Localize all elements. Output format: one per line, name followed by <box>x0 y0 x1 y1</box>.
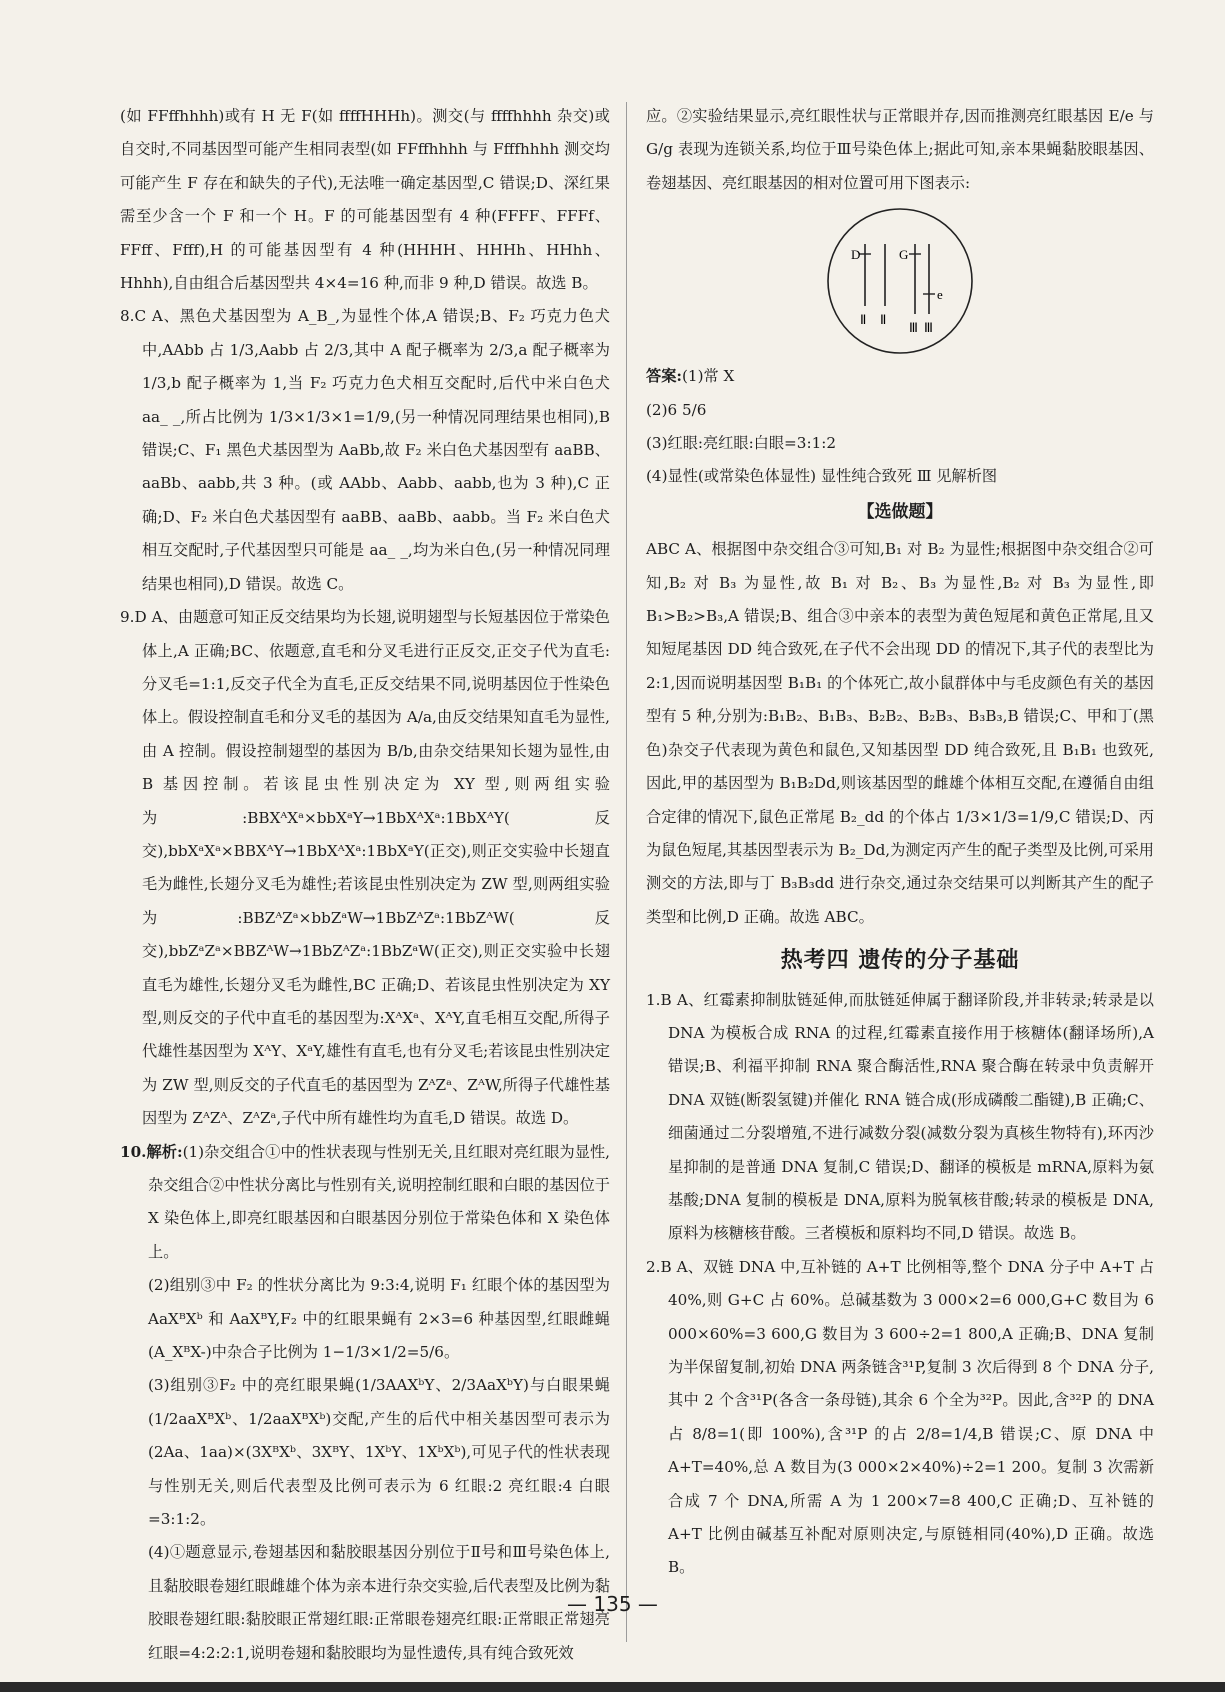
chromosome-label-II-b: Ⅱ <box>880 312 887 328</box>
question-10-part-1: (1)杂交组合①中的性状表现与性别无关,且红眼对亮红眼为显性,杂交组合②中性状分离比与性别有关,说明控制红眼和白眼的基因位于 X 染色体上,即亮红眼基因和白眼基因分别位于常染色体和 X 染色体上。 <box>148 1142 611 1261</box>
scan-edge <box>0 1682 1225 1692</box>
answer-2: (2)6 5/6 <box>646 400 707 419</box>
question-10-part-3: (3)组别③F₂ 中的亮红眼果蝇(1/3AAXᵇY、2/3AaXᵇY)与白眼果蝇(1/2aaXᴮXᵇ、1/2aaXᴮXᵇ)交配,产生的后代中相关基因型可表示为(2Aa、1aa)×(3XᴮXᵇ、3XᴮY、1XᵇY、1XᵇXᵇ),可见子代的性状表现与性别无关,则后代表型及比例可表示为 6 红眼:2 亮红眼:4 白眼=3:1:2。 <box>148 1376 610 1529</box>
column-divider <box>626 102 627 1642</box>
gene-label-G: G <box>899 247 909 263</box>
section-4-heading: 热考四 遗传的分子基础 <box>780 948 1020 974</box>
answer-4: (4)显性(或常染色体显性) 显性纯合致死 Ⅲ 见解析图 <box>646 467 998 486</box>
question-9-answer: 9.D A、由题意可知正反交结果均为长翅,说明翅型与长短基因位于常染色体上,A 正确;BC、依题意,直毛和分叉毛进行正反交,正交子代为直毛:分叉毛=1:1,反交子代全为直毛,正反交结果不同,说明基因位于性染色体上。假设控制直毛和分叉毛的基因为 A/a,由反交结果知直毛为显性,由 A 控制。假设控制翅型的基因为 B/b,由杂交结果知长翅为显性,由 B 基因控制。若该昆虫性别决定为 XY 型,则两组实验为:BBXᴬXᵃ×bbXᵃY→1BbXᴬXᵃ:1BbXᴬY(反交),bbXᵃXᵃ×BBXᴬY→1BbXᴬXᵃ:1BbXᵃY(正交),则正交实验中长翅直毛为雌性,长翅分叉毛为雄性;若该昆虫性别决定为 ZW 型,则两组实验为:BBZᴬZᵃ×bbZᵃW→1BbZᴬZᵃ:1BbZᴬW(反交),bbZᵃZᵃ×BBZᴬW→1BbZᴬZᵃ:1BbZᵃW(正交),则正交实验中长翅直毛为雄性,长翅分叉毛为雌性,BC 正确;D、若该昆虫性别决定为 XY 型,则反交的子代中直毛的基因型为:XᴬXᵃ、XᴬY,直毛相互交配,所得子代雄性基因型为 XᴬY、XᵃY,雄性有直毛,也有分叉毛;若该昆虫性别决定为 ZW 型,则反交的子代直毛的基因型为 ZᴬZᵃ、ZᴬW,所得子代雄性基因型为 ZᴬZᴬ、ZᴬZᵃ,子代中所有雄性均为直毛,D 错误。故选 D。 <box>120 608 610 1128</box>
chromosome-diagram <box>815 206 985 356</box>
answer-1: (1)常 X <box>681 367 735 386</box>
optional-answer: ABC A、根据图中杂交组合③可知,B₁ 对 B₂ 为显性;根据图中杂交组合②可知,B₂ 对 B₃ 为显性,故 B₁ 对 B₂、B₃ 为显性,B₂ 对 B₃ 为显性,即 B₁>B₂>B₃,A 错误;B、组合③中亲本的表型为黄色短尾和黄色正常尾,且又知短尾基因 DD 纯合致死,在子代不会出现 DD 的情况下,其子代的表型比为 2:1,因而说明基因型 B₁B₁ 的个体死亡,故小鼠群体中与毛皮颜色有关的基因型有 5 种,分别为:B₁B₂、B₁B₃、B₂B₂、B₂B₃、B₃B₃,B 错误;C、甲和丁(黑色)杂交子代表现为黄色和鼠色,又知基因型 DD 纯合致死,且 B₁B₁ 也致死,因此,甲的基因型为 B₁B₂Dd,则该基因型的雌雄个体相互交配,在遵循自由组合定律的情况下,鼠色正常尾 B₂_dd 的个体占 1/3×1/3=1/9,C 错误;D、丙为鼠色短尾,其基因型表示为 B₂_Dd,为测定丙产生的配子类型及比例,可采用测交的方法,即与丁 B₃B₃dd 进行杂交,通过杂交结果可以判断其产生的配子类型和比例,D 正确。故选 ABC。 <box>646 540 1154 926</box>
optional-section-title: 【选做题】 <box>857 501 943 522</box>
right-paragraph-continued: 应。②实验结果显示,亮红眼性状与正常眼并存,因而推测亮红眼基因 E/e 与 G/g 表现为连锁关系,均位于Ⅲ号染色体上;据此可知,亲本果蝇黏胶眼基因、卷翅基因、亮红眼基因的相对位置可用下图表示: <box>646 107 1154 192</box>
chromosome-label-II-a: Ⅱ <box>860 312 867 328</box>
gene-label-e: e <box>937 287 943 303</box>
question-10-part-2: (2)组别③中 F₂ 的性状分离比为 9:3:4,说明 F₁ 红眼个体的基因型为 AaXᴮXᵇ 和 AaXᴮY,F₂ 中的红眼果蝇有 2×3=6 种基因型,红眼雌蝇(A_XᴮX-)中杂合子比例为 1−1/3×1/2=5/6。 <box>148 1276 610 1362</box>
question-10-analysis <box>120 1136 610 1270</box>
left-paragraph-continued: (如 FFffhhhh)或有 H 无 F(如 ffffHHHh)。测交(与 ffffhhhh 杂交)或自交时,不同基因型可能产生相同表型(如 FFffhhhh 与 Ffffhhhh 测交均可能产生 F 存在和缺失的子代),无法唯一确定基因型,C 错误;D、深红果需至少含一个 F 和一个 H。F 的可能基因型有 4 种(FFFF、FFFf、FFff、Ffff),H 的可能基因型有 4 种(HHHH、HHHh、HHhh、Hhhh),自由组合后基因型共 4×4=16 种,而非 9 种,D 错误。故选 B。 <box>120 107 610 293</box>
gene-label-D: D <box>851 247 861 263</box>
chromosome-label-III-b: Ⅲ <box>924 320 933 336</box>
answer-label: 答案: <box>646 367 682 386</box>
question-8-answer: 8.C A、黑色犬基因型为 A_B_,为显性个体,A 错误;B、F₂ 巧克力色犬中,AAbb 占 1/3,Aabb 占 2/3,其中 A 配子概率为 2/3,a 配子概率为 1/3,b 配子概率为 1,当 F₂ 巧克力色犬相互交配时,后代中米白色犬 aa_ _,所占比例为 1/3×1/3×1=1/9,(另一种情况同理结果也相同),B 错误;C、F₁ 黑色犬基因型为 AaBb,故 F₂ 米白色犬基因型有 aaBB、aaBb、aabb,共 3 种。(或 AAbb、Aabb、aabb,也为 3 种),C 正确;D、F₂ 米白色犬基因型有 aaBB、aaBb、aabb。当 F₂ 米白色犬相互交配时,子代基因型只可能是 aa_ _,均为米白色,(另一种情况同理结果也相同),D 错误。故选 C。 <box>120 307 610 593</box>
answer-3: (3)红眼:亮红眼:白眼=3:1:2 <box>646 434 837 453</box>
page-number: — 135 — <box>567 1592 658 1616</box>
section-4-question-2: 2.B A、双链 DNA 中,互补链的 A+T 比例相等,整个 DNA 分子中 A+T 占 40%,则 G+C 占 60%。总碱基数为 3 000×2=6 000,G+C 数目为 6 000×60%=3 600,G 数目为 3 600÷2=1 800,A 正确;B、DNA 复制为半保留复制,初始 DNA 两条链含³¹P,复制 3 次后得到 8 个 DNA 分子,其中 2 个含³¹P(各含一条母链),其余 6 个全为³²P。因此,含³²P 的 DNA 占 8/8=1(即 100%),含³¹P 的占 2/8=1/4,B 错误;C、原 DNA 中 A+T=40%,总 A 数目为(3 000×2×40%)÷2=1 200。复制 3 次需新合成 7 个 DNA,所需 A 为 1 200×7=8 400,C 正确;D、互补链的 A+T 比例由碱基互补配对原则决定,与原链相同(40%),D 正确。故选 B。 <box>646 1257 1154 1577</box>
question-10-part-4: (4)①题意显示,卷翅基因和黏胶眼基因分别位于Ⅱ号和Ⅲ号染色体上,且黏胶眼卷翅红眼雌雄个体为亲本进行杂交实验,后代表型及比例为黏胶眼卷翅红眼:黏胶眼正常翅红眼:正常眼卷翅亮红眼:正常眼正常翅亮红眼=4:2:2:1,说明卷翅和黏胶眼均为显性遗传,具有纯合致死效 <box>148 1543 610 1662</box>
left-column <box>120 100 610 1670</box>
right-column <box>646 100 1154 1585</box>
cell-circle <box>828 209 972 353</box>
section-4-question-1: 1.B A、红霉素抑制肽链延伸,而肽链延伸属于翻译阶段,并非转录;转录是以 DNA 为模板合成 RNA 的过程,红霉素直接作用于核糖体(翻译场所),A 错误;B、利福平抑制 RNA 聚合酶活性,RNA 聚合酶在转录中负责解开 DNA 双链(断裂氢键)并催化 RNA 链合成(形成磷酸二酯键),B 正确;C、细菌通过二分裂增殖,不进行减数分裂(减数分裂为真核生物特有),环丙沙星抑制的是普通 DNA 复制,C 错误;D、翻译的模板是 mRNA,原料为氨基酸;DNA 复制的模板是 DNA,原料为脱氧核苷酸;转录的模板是 DNA,原料为核糖核苷酸。三者模板和原料均不同,D 错误。故选 B。 <box>646 990 1154 1243</box>
chromosome-label-III-a: Ⅲ <box>909 320 918 336</box>
question-10-label: 10.解析: <box>120 1142 183 1161</box>
answer-line-1 <box>646 360 1154 393</box>
